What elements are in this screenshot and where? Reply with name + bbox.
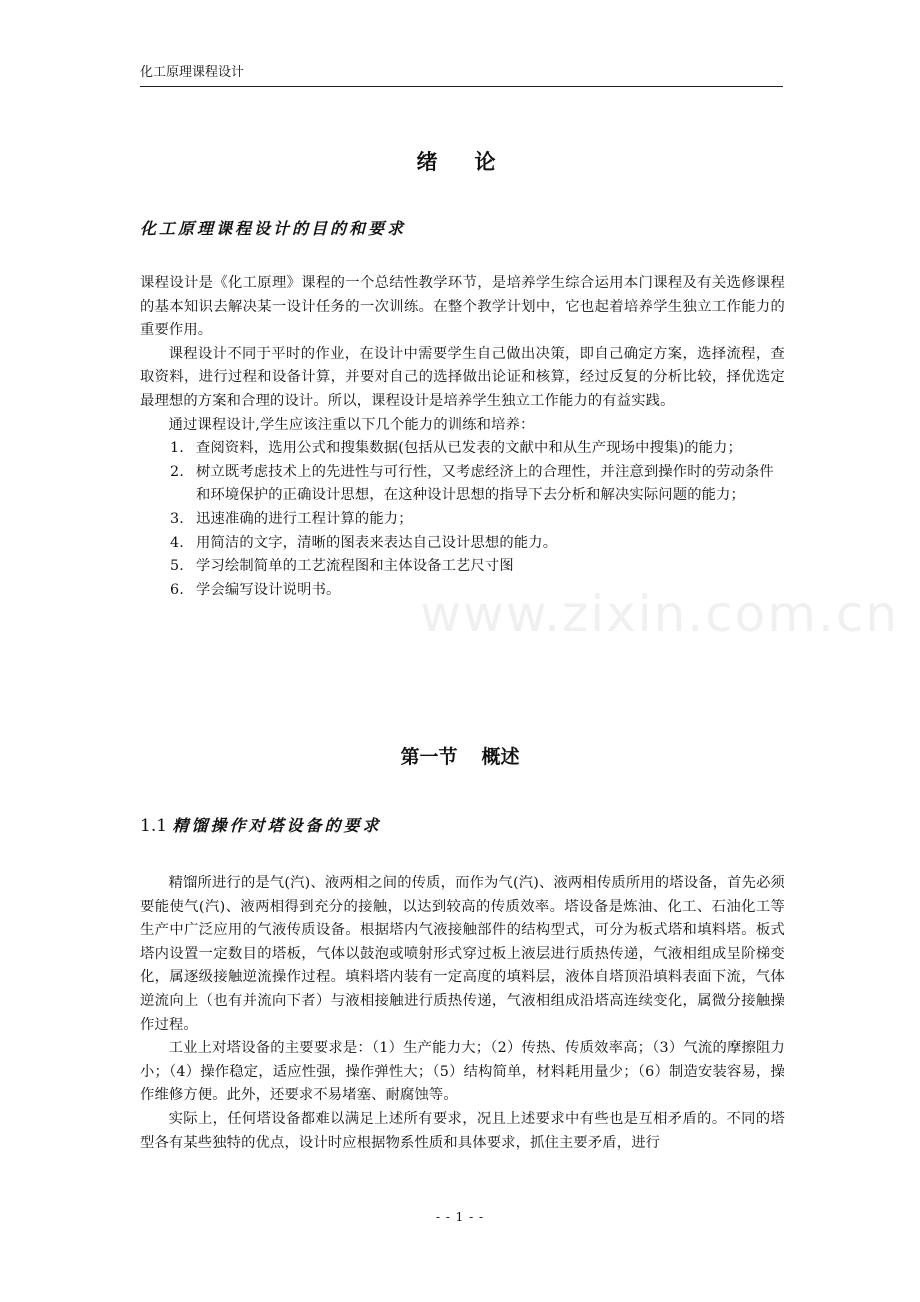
list-item-text: 学习绘制简单的工艺流程图和主体设备工艺尺寸图 <box>196 558 514 575</box>
page-header <box>140 64 783 87</box>
section-label: 第一节 <box>400 746 458 768</box>
list-item-text: 迅速准确的进行工程计算的能力； <box>196 510 413 527</box>
section-title <box>0 742 920 769</box>
list-item-number: 3. <box>170 510 184 527</box>
list-item-text: 用简洁的文字，清晰的图表来表达自己设计思想的能力。 <box>196 534 558 551</box>
subsection-text: 精馏操作对塔设备的要求 <box>172 816 382 835</box>
section-name: 概述 <box>481 746 520 768</box>
intro-subtitle: 化工原理课程设计的目的和要求 <box>140 219 407 238</box>
list-item <box>140 532 785 556</box>
list-item <box>140 555 785 579</box>
intro-paragraph-1: 课程设计是《化工原理》课程的一个总结性教学环节，是培养学生综合运用本门课程及有关选修课程的基本知识去解决某一设计任务的一次训练。在整个教学计划中，它也起着培养学生独立工作能力的重要作用。 <box>140 275 785 339</box>
section-paragraph-1: 精馏所进行的是气(汽)、液两相之间的传质，而作为气(汽)、液两相传质所用的塔设备，首先必须要能使气(汽)、液两相得到充分的接触，以达到较高的传质效率。塔设备是炼油、化工、石油化工等生产中广泛应用的气液传质设备。根据塔内气液接触部件的结构型式，可分为板式塔和填料塔。板式塔内设置一定数目的塔板，气体以鼓泡或喷射形式穿过板上液层进行质热传递，气液相组成呈阶梯变化，属逐级接触逆流操作过程。填料塔内装有一定高度的填料层，液体自塔顶沿填料表面下流，气体逆流向上（也有并流向下者）与液相接触进行质热传递，气液相组成沿塔高连续变化，属微分接触操作过程。 <box>140 875 785 1033</box>
intro-paragraph-3: 通过课程设计,学生应该注重以下几个能力的训练和培养： <box>168 416 535 433</box>
subsection-number: 1.1 <box>140 816 168 836</box>
ability-list <box>140 437 785 602</box>
list-item <box>140 437 785 461</box>
list-item-text: 学会编写设计说明书。 <box>196 581 341 598</box>
list-item-number: 6. <box>170 581 184 598</box>
section-paragraph-3: 实际上，任何塔设备都难以满足上述所有要求，况且上述要求中有些也是互相矛盾的。不同的塔型各有某些独特的优点，设计时应根据物系性质和具体要求，抓住主要矛盾，进行 <box>140 1110 785 1151</box>
list-item-number: 1. <box>170 440 184 457</box>
page-title: 绪 论 <box>416 149 504 174</box>
subsection-heading <box>140 813 381 836</box>
page-number: - - 1 - - <box>435 1210 485 1224</box>
intro-paragraph-2: 课程设计不同于平时的作业，在设计中需要学生自己做出决策，即自己确定方案，选择流程，查取资料，进行过程和设备计算，并要对自己的选择做出论证和核算，经过反复的分析比较，择优选定最理想的方案和合理的设计。所以，课程设计是培养学生独立工作能力的有益实践。 <box>140 345 785 409</box>
intro-body <box>140 272 785 602</box>
header-text: 化工原理课程设计 <box>140 65 245 80</box>
list-item <box>140 508 785 532</box>
list-item-text: 查阅资料，选用公式和搜集数据(包括从已发表的文献中和从生产现场中搜集)的能力； <box>196 440 742 457</box>
list-item-text: 树立既考虑技术上的先进性与可行性，又考虑经济上的合理性，并注意到操作时的劳动条件和环境保护的正确设计思想，在这种设计思想的指导下去分析和解决实际问题的能力； <box>196 463 774 504</box>
watermark: www.zixin.com.cn <box>420 585 900 643</box>
section-body <box>140 872 785 1155</box>
section-paragraph-2: 工业上对塔设备的主要要求是：（1）生产能力大；（2）传热、传质效率高；（3）气流的摩擦阻力小；（4）操作稳定，适应性强，操作弹性大；（5）结构简单，材料耗用量少；（6）制造安装容易，操作维修方便。此外，还要求不易堵塞、耐腐蚀等。 <box>140 1040 785 1104</box>
list-item-number: 5. <box>170 558 184 575</box>
list-item-number: 2. <box>170 463 184 480</box>
list-item <box>140 461 785 508</box>
list-item-number: 4. <box>170 534 184 551</box>
